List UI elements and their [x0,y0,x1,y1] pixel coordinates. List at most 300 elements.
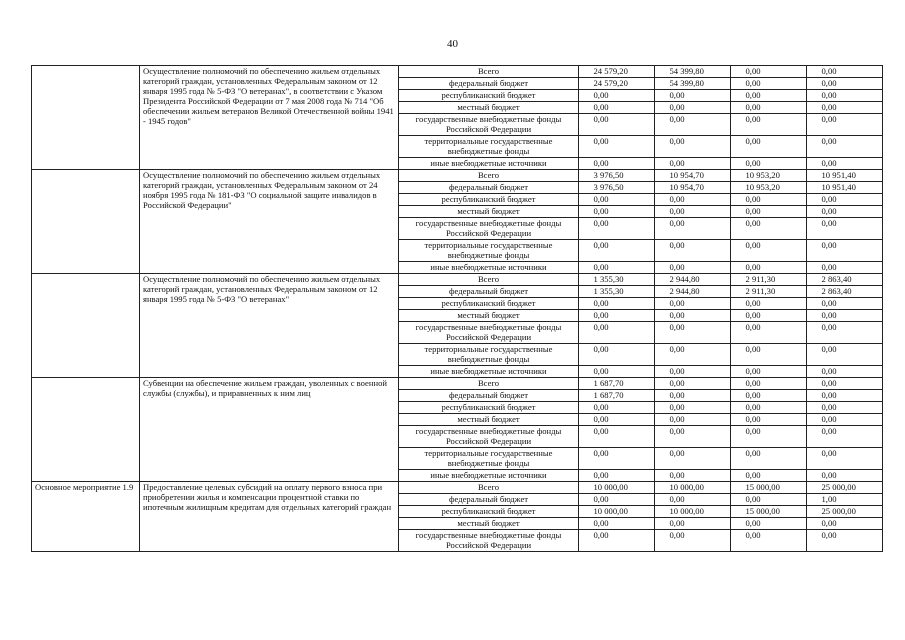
amount-value: 1,00 [821,494,837,504]
amount-value: 15 000,00 [745,506,780,516]
measure-description-cell: Предоставление целевых субсидий на оплату первого взноса при приобретении жилья и компенсации процентной ставки по ипотечным жилищным кредитам для отдельных категорий граждан [140,482,399,552]
amount-value: 0,00 [745,494,761,504]
amount-value: 0,00 [821,390,837,400]
amount-cell [807,344,883,366]
amount-value: 0,00 [669,136,685,146]
amount-cell [579,518,655,530]
amount-cell [655,426,731,448]
amount-cell [579,240,655,262]
amount-cell [655,494,731,506]
amount-value: 0,00 [821,426,837,436]
funding-source-cell: территориальные государственные внебюджетные фонды [399,344,579,366]
amount-value: 0,00 [745,206,761,216]
amount-cell [807,66,883,78]
amount-value: 0,00 [669,366,685,376]
amount-cell [579,136,655,158]
amount-value: 0,00 [745,310,761,320]
amount-cell [655,518,731,530]
amount-value: 3 976,50 [593,182,624,192]
amount-cell [807,170,883,182]
measure-description-cell: Осуществление полномочий по обеспечению жильем отдельных категорий граждан, установленных Федеральным законом от 24 ноября 1995 года № 181-ФЗ "О социальной защите инвалидов в Российской Федерации" [140,170,399,274]
amount-value: 0,00 [593,310,609,320]
amount-value: 0,00 [745,378,761,388]
amount-value: 0,00 [745,158,761,168]
amount-value: 0,00 [821,470,837,480]
amount-value: 0,00 [593,158,609,168]
amount-value: 0,00 [745,102,761,112]
amount-value: 0,00 [669,378,685,388]
amount-value: 10 951,40 [821,170,856,180]
amount-cell [731,298,807,310]
amount-value: 10 953,20 [745,170,780,180]
amount-cell [655,390,731,402]
amount-cell [731,310,807,322]
amount-value: 0,00 [745,262,761,272]
amount-value: 0,00 [593,530,609,540]
amount-value: 0,00 [745,414,761,424]
funding-source-cell: иные внебюджетные источники [399,470,579,482]
amount-cell [579,170,655,182]
amount-value: 0,00 [821,414,837,424]
amount-cell [579,402,655,414]
amount-cell [807,274,883,286]
funding-source-cell: территориальные государственные внебюджетные фонды [399,448,579,470]
amount-value: 2 944,80 [669,286,700,296]
amount-value: 0,00 [669,470,685,480]
amount-value: 0,00 [669,310,685,320]
amount-cell [807,426,883,448]
amount-value: 0,00 [593,90,609,100]
amount-value: 0,00 [669,426,685,436]
amount-cell [579,262,655,274]
amount-cell [579,390,655,402]
amount-cell [731,274,807,286]
funding-source-cell: иные внебюджетные источники [399,366,579,378]
amount-value: 0,00 [669,194,685,204]
amount-cell [731,102,807,114]
amount-cell [807,182,883,194]
amount-value: 10 954,70 [669,182,704,192]
amount-value: 0,00 [745,218,761,228]
amount-value: 3 976,50 [593,170,624,180]
amount-cell [731,366,807,378]
amount-value: 0,00 [593,240,609,250]
amount-cell [579,158,655,170]
amount-value: 0,00 [669,344,685,354]
funding-source-cell: Всего [399,274,579,286]
amount-value: 0,00 [669,206,685,216]
funding-source-cell: местный бюджет [399,310,579,322]
amount-value: 0,00 [821,78,837,88]
amount-value: 10 000,00 [593,506,628,516]
amount-value: 0,00 [821,136,837,146]
amount-value: 2 944,80 [669,274,700,284]
amount-cell [731,378,807,390]
amount-value: 2 863,40 [821,274,852,284]
amount-cell [655,206,731,218]
amount-cell [579,90,655,102]
amount-value: 0,00 [593,402,609,412]
amount-cell [579,470,655,482]
amount-value: 0,00 [593,298,609,308]
amount-value: 0,00 [821,402,837,412]
amount-cell [579,298,655,310]
amount-value: 0,00 [821,262,837,272]
amount-value: 0,00 [821,206,837,216]
funding-source-cell: государственные внебюджетные фонды Российской Федерации [399,322,579,344]
amount-cell [655,414,731,426]
amount-cell [731,218,807,240]
amount-value: 0,00 [669,114,685,124]
funding-source-cell: федеральный бюджет [399,78,579,90]
amount-value: 0,00 [669,518,685,528]
amount-cell [807,470,883,482]
amount-value: 0,00 [669,90,685,100]
amount-value: 0,00 [745,448,761,458]
amount-value: 2 911,30 [745,286,776,296]
amount-cell [655,218,731,240]
amount-value: 0,00 [669,494,685,504]
amount-cell [655,158,731,170]
amount-cell [731,114,807,136]
amount-cell [655,366,731,378]
amount-value: 0,00 [593,322,609,332]
amount-cell [807,286,883,298]
amount-cell [807,506,883,518]
amount-cell [731,90,807,102]
amount-value: 0,00 [821,344,837,354]
amount-cell [655,102,731,114]
amount-cell [579,414,655,426]
amount-cell [579,274,655,286]
amount-cell [655,78,731,90]
amount-cell [579,482,655,494]
amount-cell [807,482,883,494]
amount-cell [579,102,655,114]
amount-value: 0,00 [745,366,761,376]
amount-value: 0,00 [745,470,761,480]
amount-value: 0,00 [821,322,837,332]
amount-value: 0,00 [821,298,837,308]
amount-cell [807,114,883,136]
amount-value: 0,00 [593,262,609,272]
amount-value: 0,00 [821,310,837,320]
amount-cell [807,136,883,158]
table-row [32,66,883,78]
measure-description-cell: Осуществление полномочий по обеспечению жильем отдельных категорий граждан, установленных Федеральным законом от 12 января 1995 года № 5-ФЗ "О ветеранах" [140,274,399,378]
amount-cell [579,78,655,90]
funding-source-cell: территориальные государственные внебюджетные фонды [399,136,579,158]
amount-cell [731,78,807,90]
amount-cell [731,206,807,218]
amount-value: 0,00 [669,240,685,250]
funding-source-cell: республиканский бюджет [399,298,579,310]
amount-cell [807,402,883,414]
amount-value: 0,00 [669,414,685,424]
amount-value: 0,00 [745,136,761,146]
funding-source-cell: иные внебюджетные источники [399,158,579,170]
amount-value: 0,00 [669,298,685,308]
amount-value: 0,00 [593,344,609,354]
amount-value: 10 951,40 [821,182,856,192]
amount-cell [807,322,883,344]
amount-cell [579,506,655,518]
funding-source-cell: государственные внебюджетные фонды Российской Федерации [399,218,579,240]
amount-value: 0,00 [745,402,761,412]
amount-cell [731,194,807,206]
amount-value: 0,00 [593,426,609,436]
amount-cell [655,274,731,286]
amount-cell [579,322,655,344]
amount-cell [731,494,807,506]
funding-source-cell: местный бюджет [399,518,579,530]
amount-cell [579,286,655,298]
measure-code-cell: Основное мероприятие 1.9 [32,482,140,552]
table-row [32,274,883,286]
amount-value: 10 953,20 [745,182,780,192]
measure-code-cell [32,274,140,378]
amount-value: 0,00 [593,414,609,424]
amount-value: 54 399,80 [669,66,704,76]
amount-value: 0,00 [669,390,685,400]
amount-value: 25 000,00 [821,482,856,492]
amount-cell [579,114,655,136]
amount-cell [655,286,731,298]
amount-cell [731,506,807,518]
amount-value: 1 687,70 [593,390,624,400]
amount-value: 0,00 [593,518,609,528]
amount-cell [807,366,883,378]
amount-cell [807,448,883,470]
amount-cell [579,66,655,78]
amount-cell [731,530,807,552]
amount-cell [731,66,807,78]
measure-code-cell [32,66,140,170]
amount-cell [807,102,883,114]
amount-cell [807,390,883,402]
amount-value: 0,00 [593,494,609,504]
amount-cell [731,402,807,414]
amount-cell [731,170,807,182]
amount-value: 0,00 [593,218,609,228]
measure-description-cell: Субвенции на обеспечение жильем граждан, уволенных с военной службы (службы), и приравненных к ним лиц [140,378,399,482]
amount-value: 0,00 [745,114,761,124]
amount-cell [655,378,731,390]
amount-value: 0,00 [821,66,837,76]
amount-cell [807,194,883,206]
amount-value: 10 954,70 [669,170,704,180]
amount-cell [655,90,731,102]
funding-source-cell: территориальные государственные внебюджетные фонды [399,240,579,262]
funding-source-cell: республиканский бюджет [399,194,579,206]
amount-cell [579,218,655,240]
amount-cell [655,506,731,518]
amount-value: 1 355,30 [593,274,624,284]
amount-value: 0,00 [821,530,837,540]
amount-cell [731,240,807,262]
amount-cell [579,194,655,206]
table-row [32,170,883,182]
funding-source-cell: государственные внебюджетные фонды Российской Федерации [399,114,579,136]
amount-cell [655,482,731,494]
amount-value: 0,00 [745,78,761,88]
amount-value: 0,00 [669,402,685,412]
amount-cell [579,378,655,390]
amount-value: 0,00 [593,448,609,458]
amount-value: 0,00 [669,102,685,112]
amount-value: 0,00 [821,194,837,204]
amount-cell [807,530,883,552]
table-row [32,378,883,390]
funding-source-cell: федеральный бюджет [399,182,579,194]
amount-cell [731,158,807,170]
amount-cell [731,286,807,298]
amount-cell [731,426,807,448]
amount-cell [579,426,655,448]
amount-cell [579,344,655,366]
amount-cell [731,482,807,494]
funding-source-cell: государственные внебюджетные фонды Российской Федерации [399,530,579,552]
amount-cell [655,298,731,310]
amount-cell [731,322,807,344]
amount-value: 0,00 [821,366,837,376]
amount-value: 1 355,30 [593,286,624,296]
page-number: 40 [447,38,458,50]
amount-value: 2 911,30 [745,274,776,284]
amount-value: 0,00 [593,206,609,216]
amount-value: 0,00 [821,158,837,168]
funding-source-cell: Всего [399,66,579,78]
amount-value: 0,00 [593,102,609,112]
amount-cell [807,218,883,240]
amount-cell [655,402,731,414]
amount-cell [807,158,883,170]
amount-value: 25 000,00 [821,506,856,516]
amount-cell [655,240,731,262]
amount-cell [655,530,731,552]
amount-value: 2 863,40 [821,286,852,296]
amount-cell [579,366,655,378]
amount-value: 0,00 [593,194,609,204]
amount-value: 0,00 [745,344,761,354]
amount-value: 15 000,00 [745,482,780,492]
measure-description-cell: Осуществление полномочий по обеспечению жильем отдельных категорий граждан, установленных Федеральным законом от 12 января 1995 года № 5-ФЗ "О ветеранах", в соответствии с Указом Президента Российской Федерации от 7 мая 2008 года № 714 "Об обеспечении жильем ветеранов Великой Отечественной войны 1941 - 1945 годов" [140,66,399,170]
amount-value: 0,00 [821,90,837,100]
amount-value: 0,00 [745,530,761,540]
amount-value: 0,00 [669,448,685,458]
amount-cell [655,66,731,78]
amount-cell [807,298,883,310]
funding-source-cell: республиканский бюджет [399,506,579,518]
amount-cell [807,78,883,90]
amount-cell [731,448,807,470]
amount-value: 0,00 [745,66,761,76]
funding-source-cell: местный бюджет [399,102,579,114]
funding-source-cell: иные внебюджетные источники [399,262,579,274]
amount-value: 0,00 [669,530,685,540]
amount-cell [579,310,655,322]
amount-value: 1 687,70 [593,378,624,388]
amount-cell [807,206,883,218]
amount-cell [655,262,731,274]
amount-cell [731,470,807,482]
funding-source-cell: местный бюджет [399,414,579,426]
amount-cell [655,344,731,366]
amount-cell [807,378,883,390]
amount-cell [807,414,883,426]
budget-table [31,65,883,552]
funding-source-cell: Всего [399,378,579,390]
amount-cell [655,448,731,470]
amount-value: 0,00 [821,218,837,228]
amount-value: 0,00 [821,102,837,112]
amount-value: 0,00 [745,298,761,308]
amount-value: 10 000,00 [593,482,628,492]
amount-value: 0,00 [745,90,761,100]
amount-cell [731,518,807,530]
amount-cell [807,518,883,530]
amount-value: 0,00 [821,240,837,250]
amount-cell [655,170,731,182]
amount-cell [655,182,731,194]
amount-cell [731,262,807,274]
amount-cell [807,310,883,322]
amount-cell [655,114,731,136]
funding-source-cell: Всего [399,482,579,494]
amount-value: 0,00 [669,322,685,332]
amount-cell [579,494,655,506]
amount-value: 0,00 [821,518,837,528]
amount-cell [807,90,883,102]
amount-cell [731,182,807,194]
amount-cell [579,182,655,194]
amount-value: 0,00 [669,218,685,228]
amount-value: 0,00 [745,194,761,204]
amount-cell [731,414,807,426]
amount-value: 0,00 [593,114,609,124]
amount-value: 24 579,20 [593,78,628,88]
amount-value: 0,00 [745,518,761,528]
funding-source-cell: местный бюджет [399,206,579,218]
amount-cell [579,448,655,470]
table-row [32,482,883,494]
amount-cell [655,470,731,482]
amount-value: 0,00 [821,378,837,388]
funding-source-cell: федеральный бюджет [399,494,579,506]
amount-cell [731,136,807,158]
funding-source-cell: республиканский бюджет [399,90,579,102]
amount-value: 0,00 [745,240,761,250]
amount-cell [579,530,655,552]
amount-cell [655,136,731,158]
amount-cell [655,194,731,206]
amount-value: 0,00 [821,114,837,124]
amount-cell [731,344,807,366]
funding-source-cell: государственные внебюджетные фонды Российской Федерации [399,426,579,448]
amount-value: 0,00 [745,426,761,436]
amount-value: 0,00 [745,390,761,400]
amount-value: 0,00 [669,262,685,272]
amount-cell [731,390,807,402]
amount-value: 10 000,00 [669,482,704,492]
amount-cell [655,322,731,344]
amount-value: 0,00 [669,158,685,168]
amount-value: 24 579,20 [593,66,628,76]
measure-code-cell [32,378,140,482]
funding-source-cell: федеральный бюджет [399,390,579,402]
measure-code-cell [32,170,140,274]
funding-source-cell: федеральный бюджет [399,286,579,298]
